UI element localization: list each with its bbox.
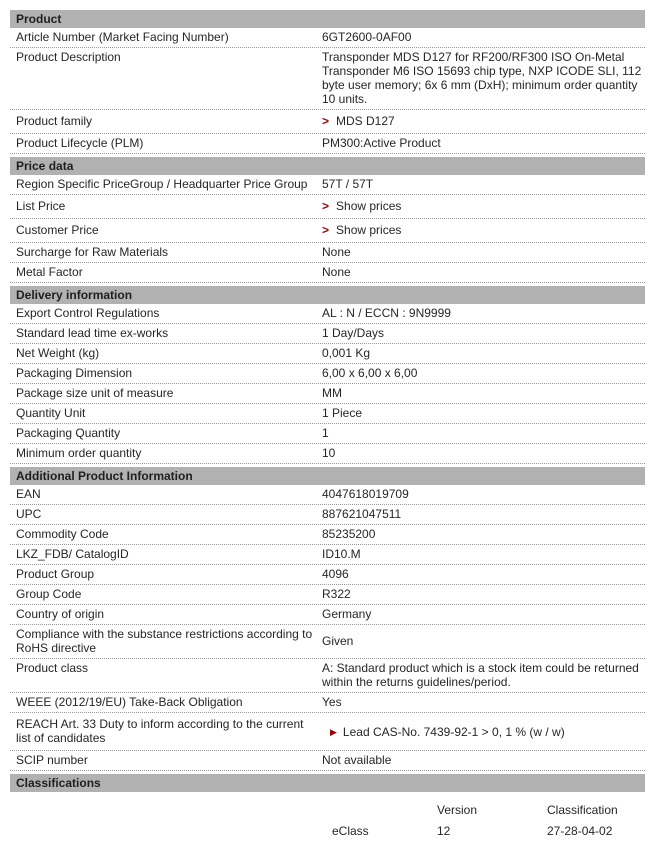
link-label: Show prices [336,199,402,213]
list-price-label: List Price [16,199,66,213]
product-lifecycle-plm-value: PM300:Active Product [322,136,441,150]
section-header-delivery-information: Delivery information [10,286,645,304]
table-row [10,505,645,525]
country-of-origin-value: Germany [322,607,372,621]
classifications-col-version: Version [437,803,478,817]
quantity-unit-value: 1 Piece [322,406,363,420]
table-row [10,344,645,364]
row-value [322,114,645,128]
table-row [10,324,645,344]
group-code-value: R322 [322,587,351,601]
product-group-value: 4096 [322,567,349,581]
table-row [10,713,645,751]
table-row [10,605,645,625]
product-group-label: Product Group [16,567,95,581]
scip-number-label: SCIP number [16,753,88,767]
reach-art-33-duty-to-inform-according-to-the-current-list-of-candidates-label: REACH Art. 33 Duty to inform according to the current list of candidates [16,717,304,745]
upc-label: UPC [16,507,42,521]
chevron-right-icon: > [322,199,330,213]
upc-value: 887621047511 [322,507,402,521]
packaging-dimension-label: Packaging Dimension [16,366,133,380]
classifications-header-row [322,800,645,821]
table-row [10,28,645,48]
link-label: Show prices [336,223,402,237]
minimum-order-quantity-value: 10 [322,446,336,460]
packaging-quantity-value: 1 [322,426,329,440]
net-weight-kg-label: Net Weight (kg) [16,346,100,360]
section-header-classifications: Classifications [10,774,645,792]
table-row [10,243,645,263]
table-row [10,364,645,384]
quantity-unit-label: Quantity Unit [16,406,86,420]
classifications-col-empty [322,803,437,817]
ean-label: EAN [16,487,41,501]
chevron-right-icon: > [322,223,330,237]
table-row [10,585,645,605]
table-row [10,175,645,195]
table-row [10,48,645,110]
table-row [10,263,645,283]
section-delivery-information [10,286,645,464]
table-row [10,525,645,545]
commodity-code-label: Commodity Code [16,527,109,541]
article-number-market-facing-number-value: 6GT2600-0AF00 [322,30,412,44]
weee-2012-19-eu-take-back-obligation-value: Yes [322,695,342,709]
classifications-col-classification: Classification [547,803,618,817]
list-price-link[interactable] [322,199,401,213]
standard-lead-time-ex-works-value: 1 Day/Days [322,326,385,340]
product-lifecycle-plm-label: Product Lifecycle (PLM) [16,136,144,150]
commodity-code-value: 85235200 [322,527,376,541]
row-value [322,724,645,739]
metal-factor-label: Metal Factor [16,265,83,279]
export-control-regulations-value: AL : N / ECCN : 9N9999 [322,306,451,320]
surcharge-for-raw-materials-value: None [322,245,351,259]
product-description-label: Product Description [16,50,121,64]
lkz-fdb-catalogid-value: ID10.M [322,547,361,561]
region-specific-pricegroup-headquarter-price-group-label: Region Specific PriceGroup / Headquarter Price Group [16,177,308,191]
article-number-market-facing-number-label: Article Number (Market Facing Number) [16,30,229,44]
table-row [10,304,645,324]
table-row [10,751,645,771]
ean-value: 4047618019709 [322,487,409,501]
product-class-value: A: Standard product which is a stock item could be returned within the returns guidelines/period. [322,661,639,689]
group-code-label: Group Code [16,587,82,601]
reach-art-33-duty-to-inform-according-to-the-current-list-of-candidates-link[interactable] [322,725,565,739]
link-label: Lead CAS-No. 7439-92-1 > 0, 1 % (w / w) [342,724,565,739]
net-weight-kg-value: 0,001 Kg [322,346,371,360]
table-row [10,404,645,424]
export-control-regulations-label: Export Control Regulations [16,306,160,320]
packaging-dimension-value: 6,00 x 6,00 x 6,00 [322,366,418,380]
classification-name: eClass [332,824,369,838]
customer-price-link[interactable] [322,223,401,237]
lkz-fdb-catalogid-label: LKZ_FDB/ CatalogID [16,547,129,561]
table-row [10,485,645,505]
table-row [10,625,645,659]
section-header-additional-product-information: Additional Product Information [10,467,645,485]
product-class-label: Product class [16,661,89,675]
row-value [322,223,645,237]
region-specific-pricegroup-headquarter-price-group-value: 57T / 57T [322,177,374,191]
package-size-unit-of-measure-value: MM [322,386,342,400]
product-family-link[interactable] [322,114,395,128]
table-row [10,384,645,404]
section-header-product: Product [10,10,645,28]
product-data-sections [10,10,645,792]
product-family-label: Product family [16,114,93,128]
chevron-right-icon: > [322,114,330,128]
classification-row [322,821,645,842]
packaging-quantity-label: Packaging Quantity [16,426,121,440]
triangle-right-icon: ▶ [330,726,337,737]
table-row [10,134,645,154]
table-row [10,219,645,243]
surcharge-for-raw-materials-label: Surcharge for Raw Materials [16,245,169,259]
section-additional-product-information [10,467,645,771]
classification-classification: 27-28-04-02 [547,824,613,838]
scip-number-value: Not available [322,753,392,767]
standard-lead-time-ex-works-label: Standard lead time ex-works [16,326,169,340]
row-value [322,199,645,213]
section-classifications [10,774,645,792]
package-size-unit-of-measure-label: Package size unit of measure [16,386,174,400]
table-row [10,424,645,444]
compliance-with-the-substance-restrictions-according-to-rohs-directive-label: Compliance with the substance restrictions according to RoHS directive [16,627,313,655]
table-row [10,444,645,464]
product-description-value: Transponder MDS D127 for RF200/RF300 ISO On-Metal Transponder M6 ISO 15693 chip type, NXP ICODE SLI, 112 byte user memory; 6x 6 mm (DxH); minimum order quantity 10 units. [322,50,642,106]
minimum-order-quantity-label: Minimum order quantity [16,446,142,460]
table-row [10,693,645,713]
weee-2012-19-eu-take-back-obligation-label: WEEE (2012/19/EU) Take-Back Obligation [16,695,243,709]
classifications-table [322,800,645,842]
section-price-data [10,157,645,283]
customer-price-label: Customer Price [16,223,99,237]
link-label: MDS D127 [336,114,395,128]
section-header-price-data: Price data [10,157,645,175]
section-product [10,10,645,154]
table-row [10,110,645,134]
metal-factor-value: None [322,265,351,279]
table-row [10,195,645,219]
country-of-origin-label: Country of origin [16,607,105,621]
classifications-rows [322,821,645,842]
table-row [10,545,645,565]
table-row [10,565,645,585]
table-row [10,659,645,693]
compliance-with-the-substance-restrictions-according-to-rohs-directive-value: Given [322,634,354,648]
classification-version: 12 [437,824,451,838]
